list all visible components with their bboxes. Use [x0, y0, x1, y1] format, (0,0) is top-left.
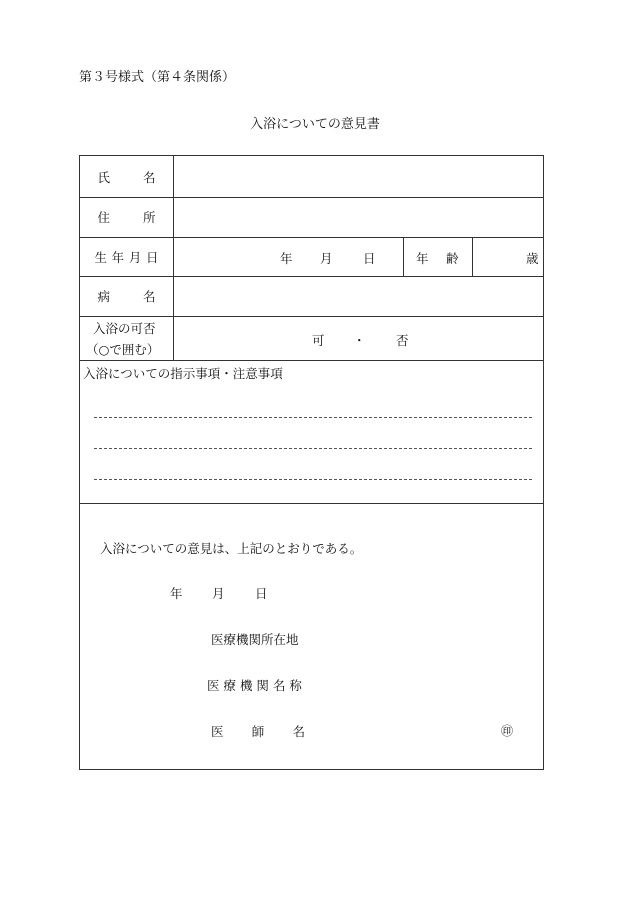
- institution-name-label: 医 療 機 関 名 称: [207, 678, 302, 693]
- row-divider: [80, 503, 543, 504]
- form-table: [79, 155, 544, 770]
- address-label: 住 所: [97, 210, 156, 225]
- bathing-option-yes[interactable]: 可: [312, 333, 325, 348]
- institution-address-label: 医療機関所在地: [211, 632, 299, 647]
- disease-label: 病 名: [97, 289, 156, 304]
- declaration-year-unit: 年: [170, 586, 183, 601]
- instructions-heading: 入浴についての指示事項・注意事項: [83, 366, 283, 381]
- instructions-line[interactable]: [94, 479, 532, 480]
- disease-field[interactable]: [174, 276, 544, 316]
- instructions-line[interactable]: [94, 448, 532, 449]
- row-divider: [80, 360, 543, 361]
- age-label: 年 齢: [416, 251, 459, 266]
- birth-year-unit: 年: [280, 251, 293, 266]
- document-title: 入浴についての意見書: [250, 117, 380, 132]
- declaration-month-unit: 月: [212, 586, 225, 601]
- physician-name-label: 医 師 名: [211, 724, 305, 739]
- age-unit: 歳: [526, 251, 539, 266]
- declaration-statement: 入浴についての意見は、上記のとおりである。: [100, 541, 363, 556]
- bathing-option-separator: ・: [353, 333, 366, 348]
- birth-day-unit: 日: [363, 251, 376, 266]
- name-field[interactable]: [174, 156, 544, 197]
- bathing-option-no[interactable]: 否: [396, 333, 409, 348]
- age-field[interactable]: [473, 237, 544, 276]
- declaration-day-unit: 日: [255, 586, 268, 601]
- birthdate-label: 生 年 月 日: [94, 249, 159, 265]
- seal-mark: ㊞: [501, 724, 514, 738]
- form-number: 第３号様式（第４条関係）: [79, 70, 236, 85]
- instructions-line[interactable]: [94, 417, 532, 418]
- name-label: 氏 名: [97, 169, 156, 185]
- address-field[interactable]: [174, 197, 544, 237]
- birth-month-unit: 月: [320, 251, 333, 266]
- birthdate-field[interactable]: [174, 237, 403, 276]
- bathing-eligibility-label: 入浴の可否 （○で囲む）: [86, 321, 160, 357]
